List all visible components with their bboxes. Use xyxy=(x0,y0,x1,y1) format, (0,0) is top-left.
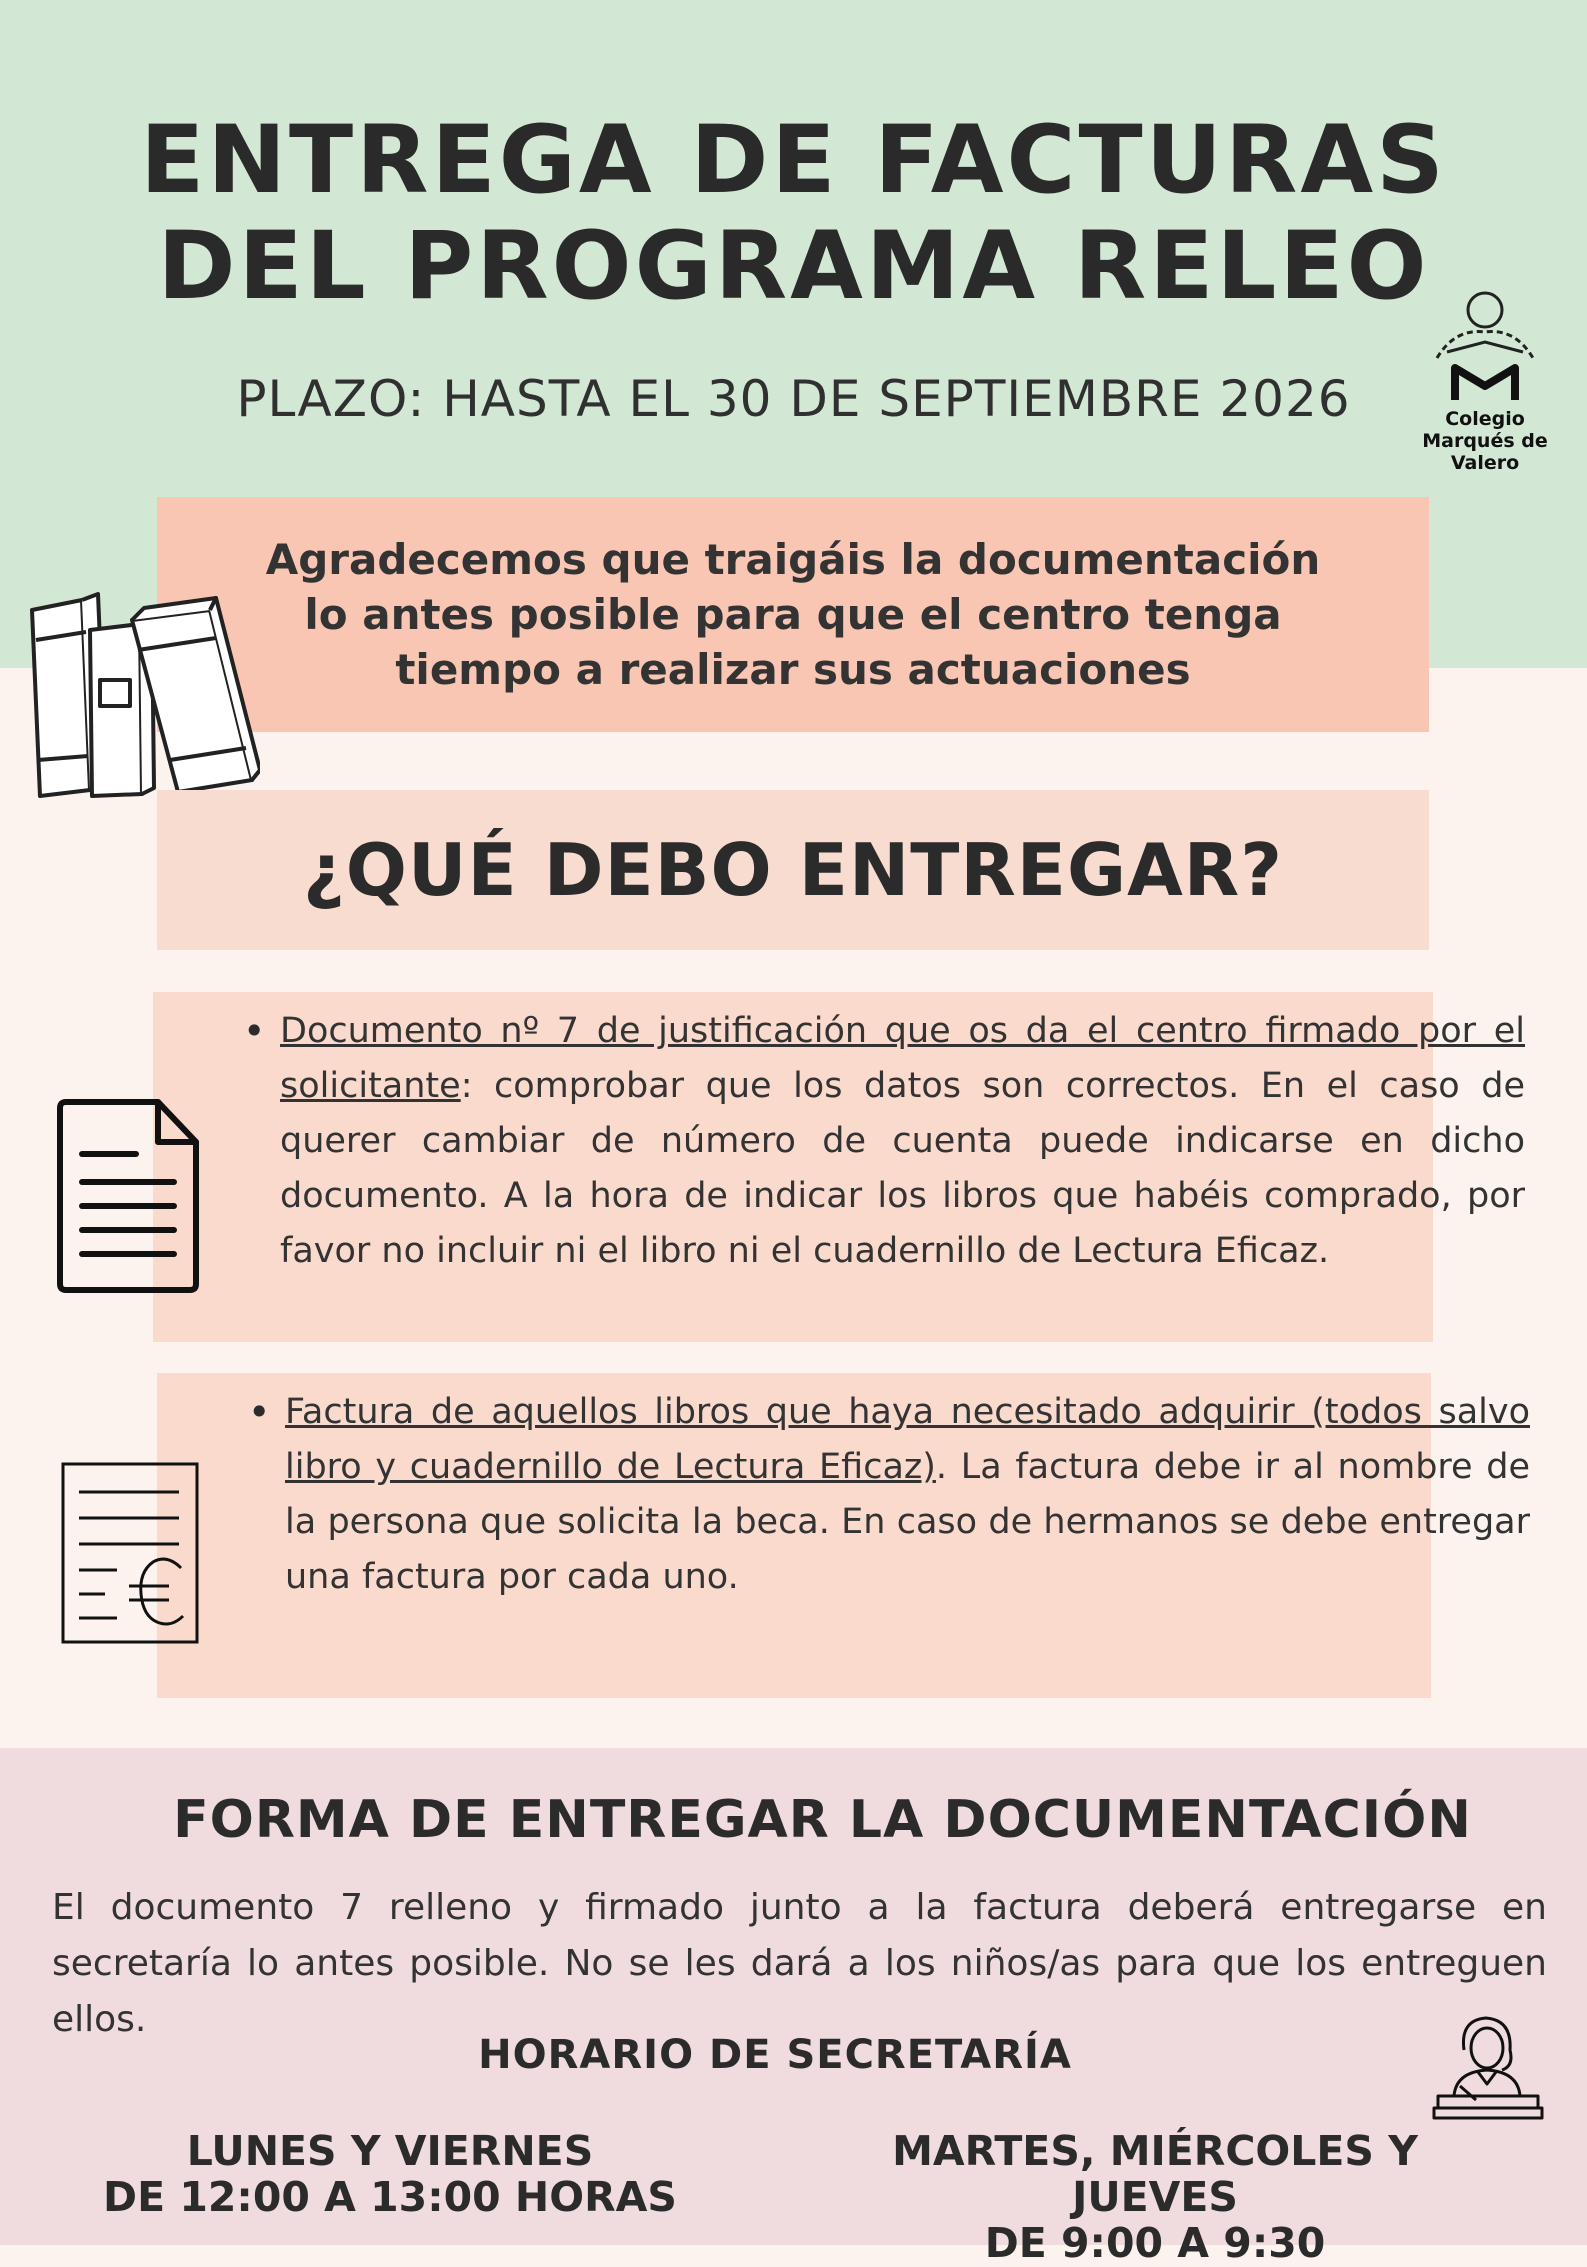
schedule-days: LUNES Y VIERNES xyxy=(186,2127,594,2175)
thanks-line-3: tiempo a realizar sus actuaciones xyxy=(395,645,1191,694)
schedule-hours: DE 9:00 A 9:30 xyxy=(984,2219,1326,2267)
schedule-block xyxy=(805,2128,1505,2266)
school-logo-icon xyxy=(1395,290,1575,474)
secretary-icon xyxy=(1430,2010,1545,2125)
page-title xyxy=(0,108,1587,320)
item-text xyxy=(280,1004,1525,1279)
thanks-text xyxy=(266,532,1321,697)
bullet: • xyxy=(243,1009,266,1053)
deadline-text: PLAZO: HASTA EL 30 DE SEPTIEMBRE 2026 xyxy=(236,370,1351,428)
schedule-days: MARTES, MIÉRCOLES Y JUEVES xyxy=(892,2127,1418,2221)
logo-line-1: Colegio xyxy=(1445,408,1525,430)
logo-line-2: Marqués de Valero xyxy=(1422,430,1548,474)
thanks-line-1: Agradecemos que traigáis la documentación xyxy=(265,535,1321,584)
delivery-title: FORMA DE ENTREGAR LA DOCUMENTACIÓN xyxy=(173,1790,1472,1850)
thanks-line-2: lo antes posible para que el centro tenga xyxy=(304,590,1282,639)
question-box xyxy=(157,790,1429,950)
bullet: • xyxy=(248,1390,271,1434)
title-line-1: ENTREGA DE FACTURAS xyxy=(140,106,1447,215)
title-line-2: DEL PROGRAMA RELEO xyxy=(157,212,1430,321)
item-body-text: : comprobar que los datos son correctos. En el caso de querer cambiar de número de cuenta puede indicarse en dicho documento. A la hora de indicar los libros que habéis comprado, por favor no incluir ni el libro ni el cuadernillo de Lectura Eficaz. xyxy=(280,1066,1525,1271)
item-body-text: . La factura debe ir al nombre de la persona que solicita la beca. En caso de hermanos se debe entregar una factura por cada uno. xyxy=(285,1447,1530,1597)
list-item xyxy=(153,992,1525,1342)
delivery-text: El documento 7 relleno y firmado junto a la factura deberá entregarse en secretaría lo antes posible. No se les dará a los niños/as para que los entreguen ellos. xyxy=(52,1887,1547,2040)
item-underlined-text: Documento nº 7 de justificación que os da el centro firmado por el solicitante xyxy=(280,1011,1525,1106)
schedule-block xyxy=(100,2128,680,2220)
schedule-hours: DE 12:00 A 13:00 HORAS xyxy=(103,2173,677,2221)
document-icon xyxy=(52,1098,202,1294)
schedule-title: HORARIO DE SECRETARÍA xyxy=(478,2032,1072,2078)
books-icon xyxy=(20,580,260,810)
item-text xyxy=(285,1385,1530,1605)
question-title: ¿QUÉ DEBO ENTREGAR? xyxy=(303,828,1283,912)
item-underlined-text: Factura de aquellos libros que haya necesitado adquirir (todos salvo libro y cuadernillo de Lectura Eficaz) xyxy=(285,1392,1530,1487)
invoice-euro-icon xyxy=(57,1458,207,1648)
thanks-box xyxy=(157,497,1429,732)
list-item xyxy=(157,1373,1530,1698)
